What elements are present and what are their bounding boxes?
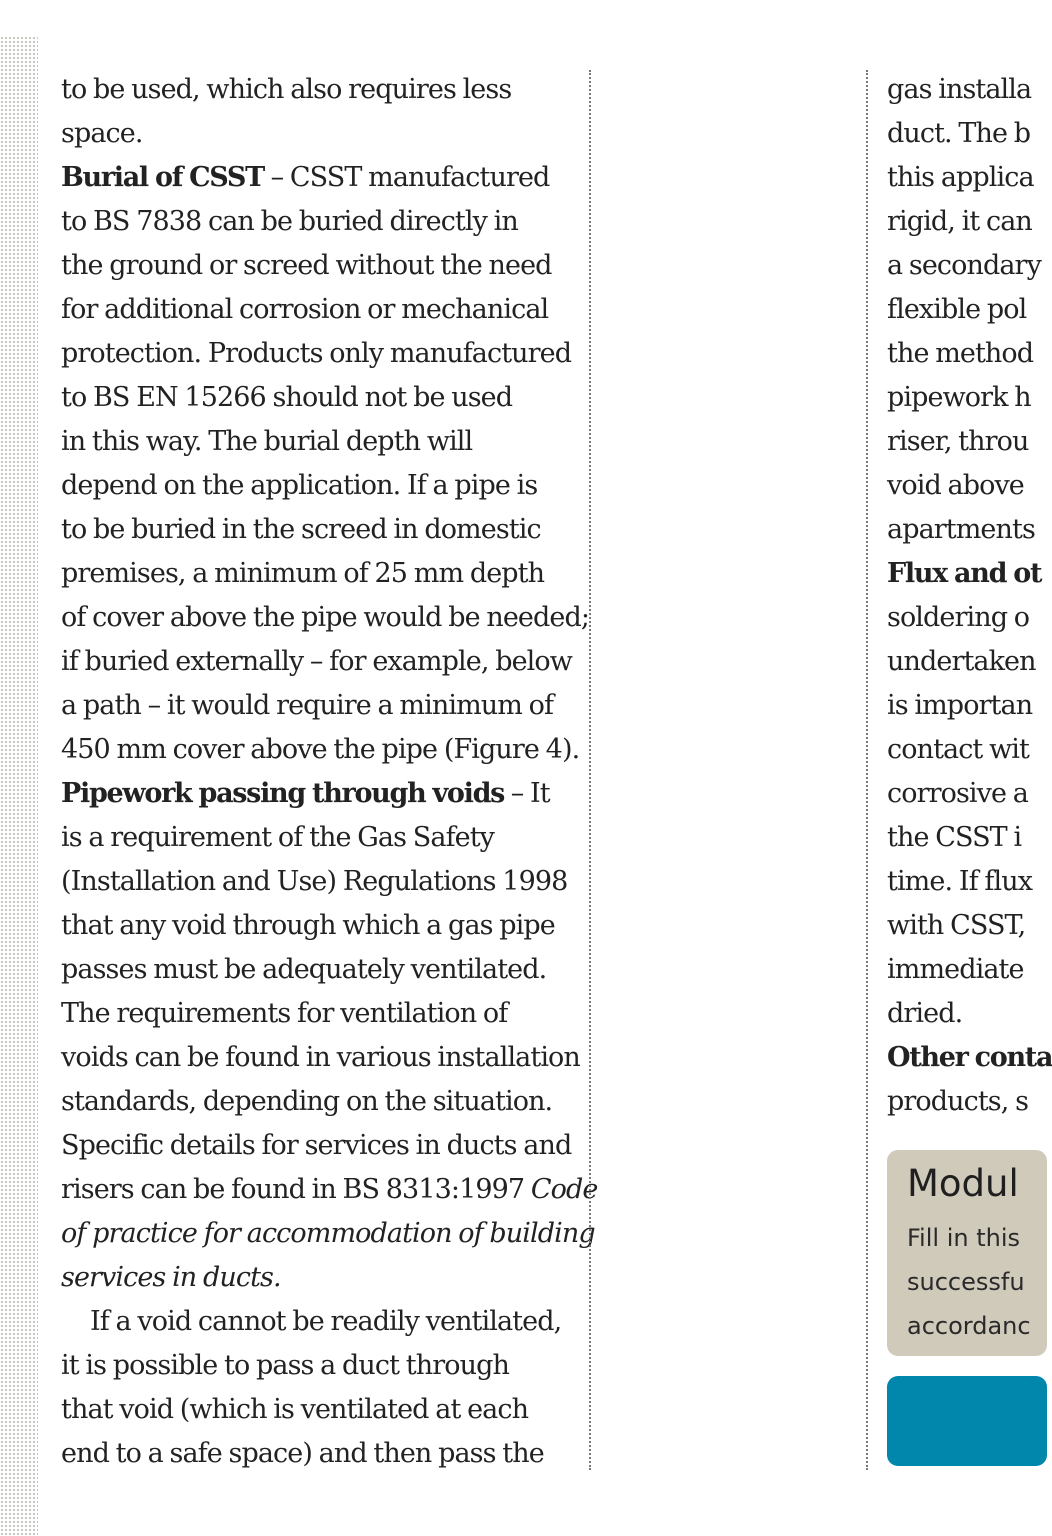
text-line: is a requirement of the Gas Safety: [61, 822, 495, 853]
burial-heading: Burial of CSST: [61, 162, 264, 193]
risers-line: [61, 1168, 598, 1212]
text-line: to be used, which also requires less: [61, 74, 512, 105]
burial-first-line: [61, 156, 581, 200]
text-line: that any void through which a gas pipe: [61, 910, 555, 941]
standard-title-italic: services in ducts.: [61, 1262, 281, 1293]
other-heading: Other conta: [887, 1042, 1052, 1073]
text-line: void above: [887, 470, 1024, 501]
text-line: with CSST,: [887, 910, 1026, 941]
text-fragment: – It: [504, 778, 550, 809]
text-line: (Installation and Use) Regulations 1998: [61, 866, 568, 897]
module-title: Modul: [907, 1162, 1019, 1205]
text-line: this applica: [887, 162, 1034, 193]
voids-paragraph: [61, 772, 598, 1300]
text-line: undertaken: [887, 646, 1036, 677]
standard-title-italic: Code: [530, 1174, 598, 1205]
text-line: to BS EN 15266 should not be used: [61, 382, 513, 413]
text-line: that void (which is ventilated at each: [61, 1394, 529, 1425]
text-line: of cover above the pipe would be needed;: [61, 602, 590, 633]
text-line: duct. The b: [887, 118, 1031, 149]
text-line: pipework h: [887, 382, 1031, 413]
text-line: passes must be adequately ventilated.: [61, 954, 547, 985]
text-line: soldering o: [887, 602, 1030, 633]
text-line: depend on the application. If a pipe is: [61, 470, 538, 501]
text-line: in this way. The burial depth will: [61, 426, 473, 457]
text-line: for additional corrosion or mechanical: [61, 294, 549, 325]
text-line: The requirements for ventilation of: [61, 998, 508, 1029]
module-action-button[interactable]: [887, 1376, 1047, 1466]
text-line: flexible pol: [887, 294, 1027, 325]
text-line: a path – it would require a minimum of: [61, 690, 554, 721]
text-line: Fill in this: [907, 1224, 1020, 1252]
text-line: immediate: [887, 954, 1024, 985]
text-line: the method: [887, 338, 1034, 369]
flux-heading: Flux and ot: [887, 558, 1042, 589]
ventilation-paragraph-cont: [61, 1344, 581, 1476]
left-column: [61, 68, 598, 1476]
text-line: successfu: [907, 1268, 1025, 1296]
voids-first-line: [61, 772, 581, 816]
text-line: the CSST i: [887, 822, 1022, 853]
burial-paragraph: [61, 156, 590, 772]
column-divider: [589, 70, 591, 1470]
text-line: products, s: [887, 1086, 1029, 1117]
text-line: premises, a minimum of 25 mm depth: [61, 558, 545, 589]
text-line: riser, throu: [887, 426, 1029, 457]
text-line: standards, depending on the situation.: [61, 1086, 553, 1117]
text-line: time. If flux: [887, 866, 1033, 897]
text-line: protection. Products only manufactured: [61, 338, 572, 369]
text-line: it is possible to pass a duct through: [61, 1350, 509, 1381]
text-line: the ground or screed without the need: [61, 250, 552, 281]
text-line: contact wit: [887, 734, 1029, 765]
text-line: rigid, it can: [887, 206, 1032, 237]
right-column-cropped: [887, 68, 1052, 1124]
column-divider: [866, 70, 868, 1470]
text-line: gas installa: [887, 74, 1032, 105]
text-line: to BS 7838 can be buried directly in: [61, 206, 518, 237]
text-fragment: risers can be found in BS 8313:1997: [61, 1174, 531, 1205]
text-line: is importan: [887, 690, 1033, 721]
text-line: space.: [61, 118, 143, 149]
text-line: corrosive a: [887, 778, 1028, 809]
dotted-margin-strip: [0, 36, 38, 1536]
text-line: voids can be found in various installation: [61, 1042, 580, 1073]
voids-heading: Pipework passing through voids: [61, 778, 505, 809]
text-line: accordanc: [907, 1312, 1031, 1340]
text-line: end to a safe space) and then pass the: [61, 1438, 544, 1469]
text-line: apartments: [887, 514, 1035, 545]
text-line: if buried externally – for example, below: [61, 646, 572, 677]
module-callout-box: [887, 1150, 1047, 1356]
text-line: to be buried in the screed in domestic: [61, 514, 541, 545]
standard-title-italic: of practice for accommodation of building: [61, 1218, 595, 1249]
text-line: If a void cannot be readily ventilated,: [90, 1306, 562, 1337]
text-line: a secondary: [887, 250, 1041, 281]
text-line: dried.: [887, 998, 963, 1029]
module-instructions: [907, 1216, 1031, 1348]
ventilation-paragraph: [61, 1300, 581, 1344]
intro-paragraph: [61, 68, 581, 156]
text-line: Specific details for services in ducts and: [61, 1130, 572, 1161]
text-line: 450 mm cover above the pipe (Figure 4).: [61, 734, 580, 765]
text-fragment: – CSST manufactured: [263, 162, 550, 193]
